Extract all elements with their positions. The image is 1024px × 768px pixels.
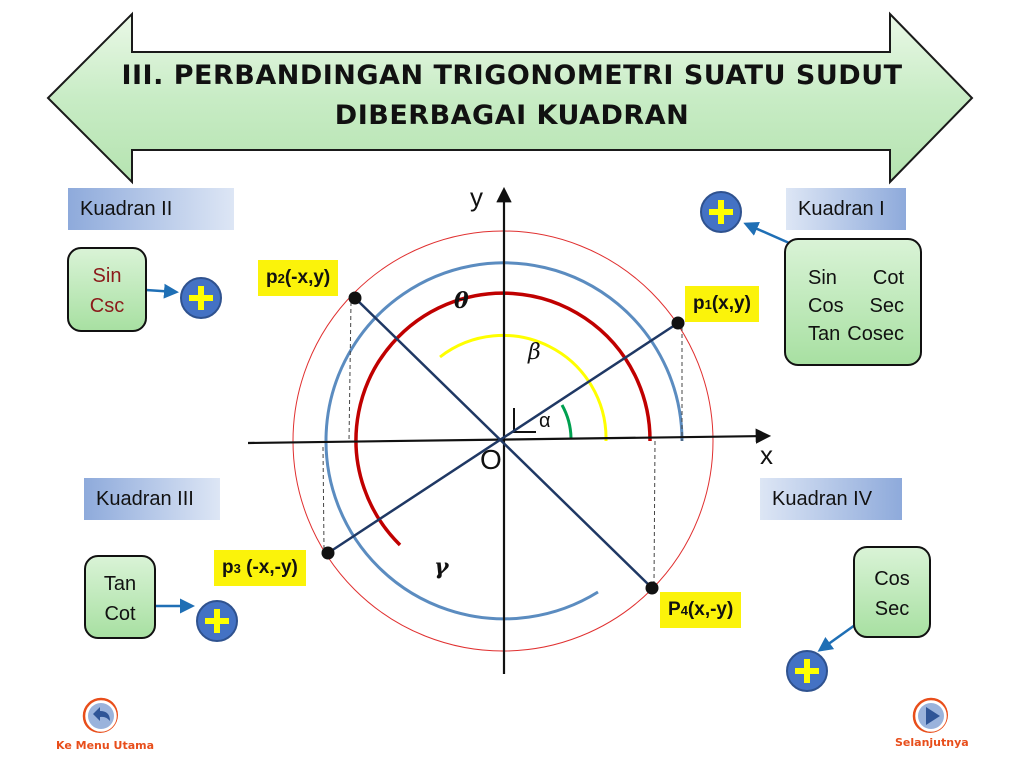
point-subscript: 1: [704, 297, 712, 312]
proj-p3: [323, 447, 324, 549]
x-axis-label: x: [760, 440, 773, 470]
plus-circle-icon[interactable]: [194, 598, 240, 644]
function-tan: Tan: [103, 573, 137, 595]
play-next-icon[interactable]: [912, 697, 948, 733]
function-cosec: Cosec: [847, 323, 904, 345]
quadrant-label-2: Kuadran II: [80, 198, 173, 220]
function-cos: Cos: [874, 568, 910, 590]
function-sin: Sin: [92, 265, 122, 287]
plus-circle-icon[interactable]: [178, 275, 224, 321]
function-tan: Tan: [808, 323, 841, 345]
point-subscript: 4: [680, 603, 688, 618]
point-prefix: p: [693, 293, 705, 314]
origin-label: O: [480, 444, 502, 475]
proj-p2: [349, 302, 351, 441]
title-banner-arrow: [48, 14, 972, 182]
point-p3: [322, 547, 335, 560]
back-button-label[interactable]: Ke Menu Utama: [56, 739, 155, 752]
angle-gamma-label: γ: [434, 554, 449, 580]
point-p2: [349, 292, 362, 305]
point-p4: [646, 582, 659, 595]
proj-p4: [654, 441, 655, 584]
functions-box-q1: [784, 238, 922, 366]
plus-circle-icon[interactable]: [698, 189, 744, 235]
angle-theta-label: θ: [454, 288, 469, 314]
point-prefix: P: [668, 599, 681, 620]
next-button-label[interactable]: Selanjutnya: [895, 736, 969, 749]
angle-alpha-label: α: [539, 410, 551, 432]
plus-circle-icon[interactable]: [784, 648, 830, 694]
arc-alpha: [562, 405, 571, 438]
functions-box-q4: [853, 546, 931, 638]
function-cot: Cot: [872, 267, 904, 289]
point-p1: [672, 317, 685, 330]
function-csc: Csc: [89, 295, 125, 317]
function-sec: Sec: [869, 295, 904, 317]
quadrant-label-1: Kuadran I: [798, 198, 885, 220]
functions-box-q3: [84, 555, 156, 639]
point-subscript: 2: [277, 271, 285, 286]
function-sin: Sin: [808, 267, 837, 289]
point-prefix: p: [266, 267, 278, 288]
function-cos: Cos: [808, 295, 844, 317]
quadrant-label-4: Kuadran IV: [772, 488, 873, 510]
page-title-line1: III. PERBANDINGAN TRIGONOMETRI SUATU SUDUT: [121, 60, 903, 91]
function-cot: Cot: [104, 603, 136, 625]
connector-q4: [820, 625, 855, 650]
point-subscript: 3: [233, 561, 241, 576]
y-axis-label: y: [470, 182, 483, 212]
functions-box-q2: [67, 247, 147, 332]
point-coords: (x,y): [711, 293, 751, 314]
function-sec: Sec: [874, 598, 910, 620]
point-label-p4: [660, 592, 741, 628]
quadrant-label-3: Kuadran III: [96, 488, 194, 510]
back-arrow-icon[interactable]: [82, 697, 118, 733]
point-label-p1: [685, 286, 759, 322]
angle-beta-label: β: [528, 340, 541, 365]
point-coords: (-x,-y): [240, 557, 298, 578]
point-label-p2: [258, 260, 338, 296]
point-prefix: p: [222, 557, 234, 578]
point-coords: (x,-y): [687, 599, 734, 620]
point-label-p3: [214, 550, 306, 586]
page-title-line2: DIBERBAGAI KUADRAN: [334, 100, 690, 131]
point-coords: (-x,y): [284, 267, 331, 288]
connector-q2: [146, 290, 176, 292]
